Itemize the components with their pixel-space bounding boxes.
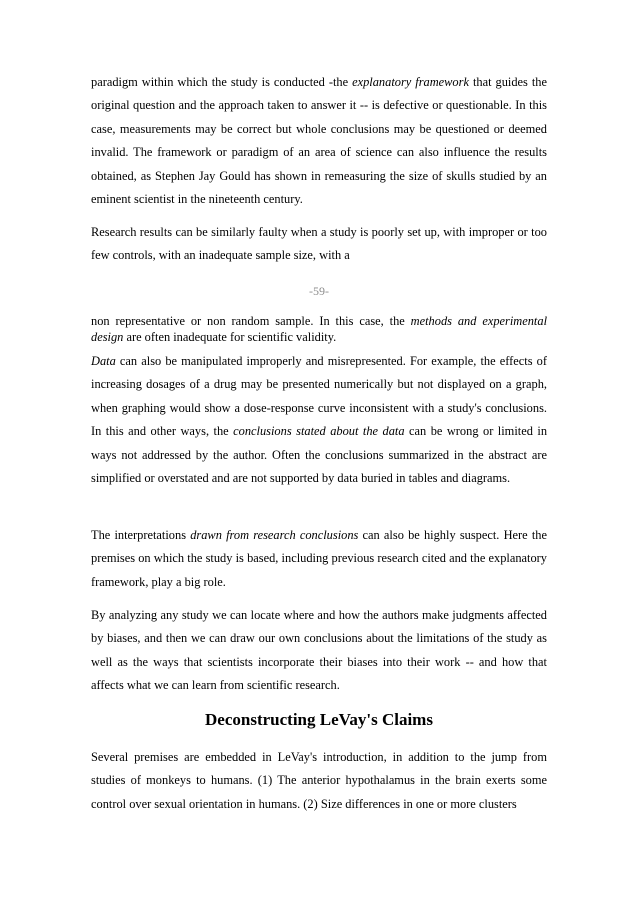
emphasis-methods-design: methods and experimental design <box>91 314 548 344</box>
paragraph-interpretations: The interpretations drawn from research conclusions can also be highly suspect. Here the premises on which the study is based, including previous research cited and the explanatory framework, play a big role. <box>91 528 547 589</box>
emphasis-conclusions-data: conclusions stated about the data <box>233 424 405 439</box>
emphasis-research-conclusions: drawn from research conclusions <box>190 528 359 542</box>
paragraph-methods-design: non representative or non random sample. In this case, the methods and experimental design are often inadequate for scientific validity. <box>91 314 548 344</box>
paragraph-research-results: Research results can be similarly faulty when a study is poorly set up, with improper or too few controls, with an inadequate sample size, with a <box>91 225 547 263</box>
page-number: -59- <box>309 284 329 298</box>
paragraph-explanatory-framework: paradigm within which the study is conducted -the explanatory framework that guides the original question and the approach taken to answer it -- is defective or questionable. In this case, measurements may be correct but whole conclusions may be questioned or deemed invalid. The framework or paradigm of an area of science can also influence the results obtained, as Stephen Jay Gould has shown in remeasuring the size of skulls studied by an eminent scientist in the nineteenth century. <box>91 75 547 207</box>
section-heading: Deconstructing LeVay's Claims <box>205 710 433 729</box>
emphasis-explanatory-framework: explanatory framework <box>352 75 469 89</box>
paragraph-data: Data can also be manipulated improperly and misrepresented. For example, the effects of increasing dosages of a drug may be presented numerically but not displayed on a graph, when graphing would show a dose-response curve inconsistent with a study's conclusions. In this and other ways, the conclusions stated about the data can be wrong or limited in ways not addressed by the author. Often the conclusions summarized in the abstract are simplified or overstated and are not supported by data buried in tables and diagrams. <box>91 354 548 486</box>
paragraph-levay-premises: Several premises are embedded in LeVay's introduction, in addition to the jump from studies of monkeys to humans. (1) The anterior hypothalamus in the brain exerts some control over sexual orientation in humans. (2) Size differences in one or more clusters <box>91 750 547 811</box>
emphasis-data: Data <box>91 354 116 368</box>
paragraph-analyzing-study: By analyzing any study we can locate where and how the authors make judgments affected by biases, and then we can draw our own conclusions about the limitations of the study as well as the ways that scientists incorporate their biases into their work -- and how that affects what we can learn from scientific research. <box>91 608 547 693</box>
